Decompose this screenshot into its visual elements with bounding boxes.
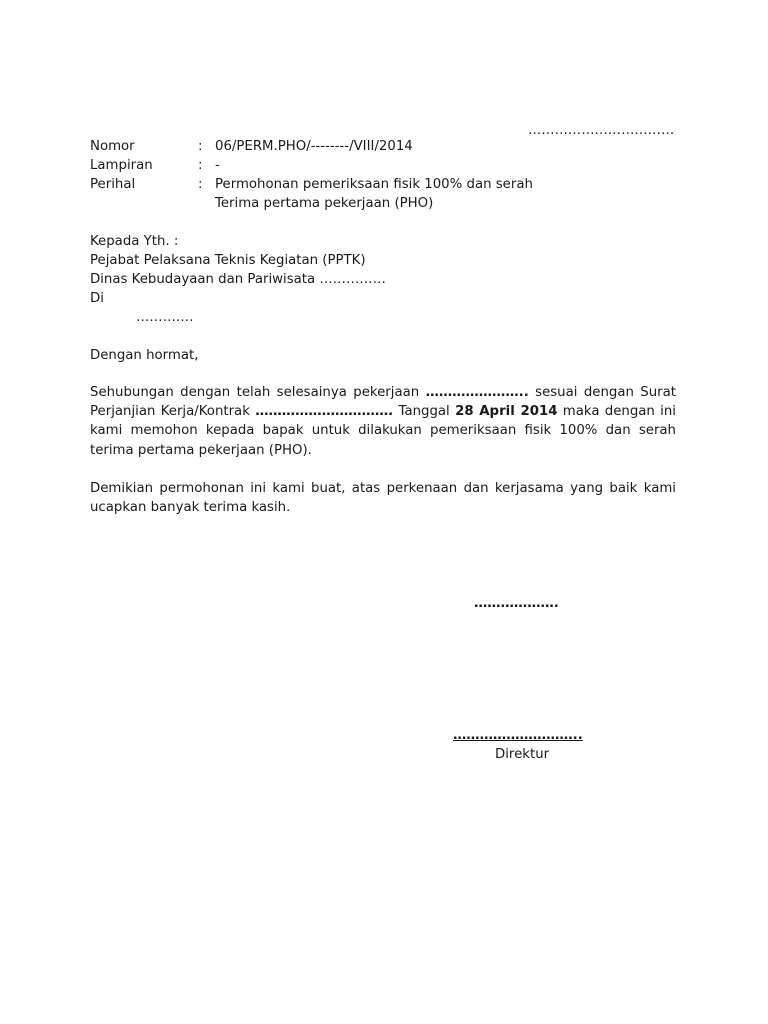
body-paragraph-1: [90, 383, 676, 460]
recipient-line2: Dinas Kebudayaan dan Pariwisata ……………: [90, 272, 386, 287]
signature-name: ………………………..: [453, 728, 583, 743]
lampiran-value: -: [215, 158, 220, 173]
greeting: Dengan hormat,: [90, 348, 199, 363]
nomor-value: 06/PERM.PHO/--------/VIII/2014: [215, 139, 413, 154]
recipient-line1: Pejabat Pelaksana Teknis Kegiatan (PPTK): [90, 253, 366, 268]
p1-text-a: Sehubungan dengan telah selesainya pekerjaan: [90, 385, 420, 400]
nomor-label: Nomor: [90, 139, 135, 154]
recipient-line4: ………….: [136, 310, 194, 325]
perihal-value-line1: Permohonan pemeriksaan fisik 100% dan serah: [215, 177, 533, 192]
p1-text-d: maka dengan ini kami memohon kepada bapak untuk dilakukan pemeriksaan fisik 100% dan serah terima pertama pekerjaan (PHO).: [90, 404, 676, 458]
p1-blank-contract: ………………………….: [255, 404, 394, 420]
body-paragraph-2: Demikian permohonan ini kami buat, atas perkenaan dan kerjasama yang baik kami ucapkan banyak terima kasih.: [90, 481, 676, 516]
perihal-colon: :: [198, 177, 203, 192]
place-date: ……………………………: [528, 123, 675, 138]
signature-title: Direktur: [495, 747, 550, 762]
p1-blank-work: …………………..: [425, 385, 529, 400]
p1-date: 28 April 2014: [455, 404, 558, 420]
p1-text-b: sesuai dengan Surat Perjanjian Kerja/Kontrak: [90, 385, 676, 420]
nomor-colon: :: [198, 139, 203, 154]
signature-company: ……………….: [474, 596, 559, 611]
lampiran-label: Lampiran: [90, 158, 153, 173]
p1-text-c: Tanggal: [398, 404, 450, 420]
lampiran-colon: :: [198, 158, 203, 173]
perihal-label: Perihal: [90, 177, 136, 192]
recipient-line3: Di: [90, 291, 104, 306]
perihal-value-line2: Terima pertama pekerjaan (PHO): [215, 196, 434, 211]
recipient-salutation: Kepada Yth. :: [90, 234, 179, 249]
